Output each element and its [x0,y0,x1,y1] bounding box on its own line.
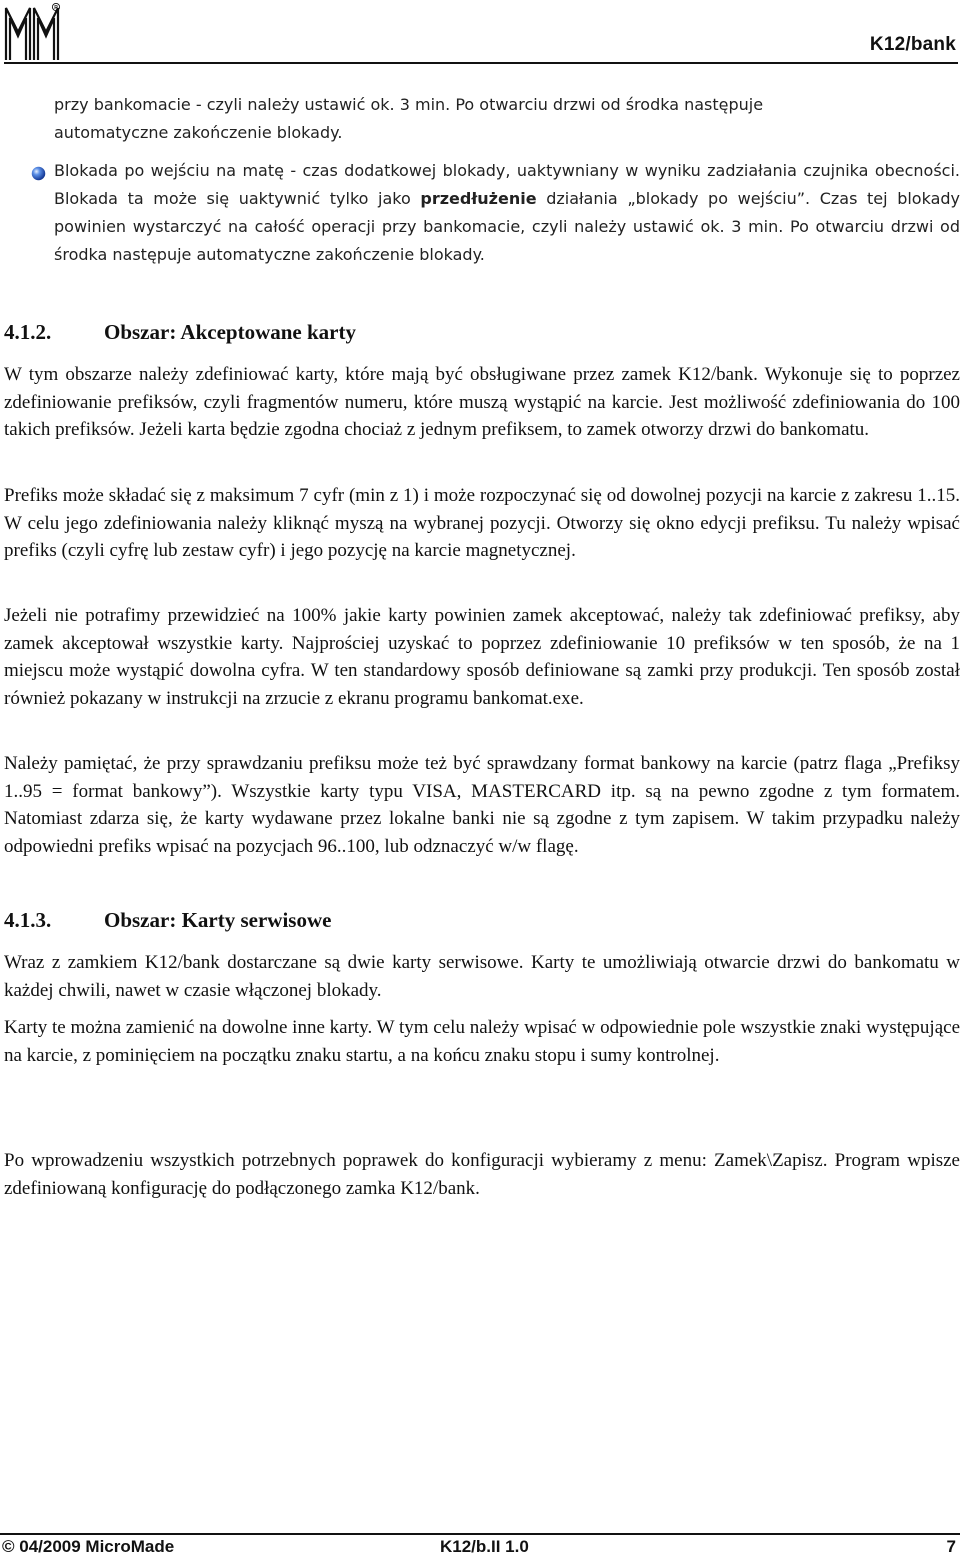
section-heading-4-1-2 [4,320,356,345]
paragraph-service-cards-intro: Wraz z zamkiem K12/bank dostarczane są dwie karty serwisowe. Karty te umożliwiają otwarcie drzwi do bankomatu w każdej chwili, nawet w czasie włączonej blokady. [4,952,960,1001]
section-title: Obszar: Karty serwisowe [104,908,332,932]
continuation-line-2: automatyczne zakończenie blokady. [54,123,343,142]
paragraph-prefix-definition: Prefiks może składać się z maksimum 7 cyfr (min z 1) i może rozpoczynać się od dowolnej pozycji na karcie z zakresu 1..15. W celu jego zdefiniowania należy kliknąć myszą na wybranej pozycji. Otworzy się okno edycji prefiksu. Tu należy wpisać prefiks (czyli cyfrę lub zestaw cyfr) i jego pozycję na karcie magnetycznej. [4,485,960,561]
paragraph-service-cards-replace: Karty te można zamienić na dowolne inne karty. W tym celu należy wpisać w odpowiednie pole wszystkie znaki występujące na karcie, z pominięciem na początku znaku startu, a na końcu znaku stopu i sumy kontrolnej. [4,1017,960,1066]
bullet-bold-term: przedłużenie [420,189,537,208]
paragraph-save-configuration: Po wprowadzeniu wszystkich potrzebnych poprawek do konfiguracji wybieramy z menu: Zamek\Zapisz. Program wpisze zdefiniowaną konfigurację do podłączonego zamka K12/bank. [4,1150,960,1199]
bullet-continuation [54,91,960,147]
paragraph-bank-format: Należy pamiętać, że przy sprawdzaniu prefiksu może też być sprawdzany format bankowy na karcie (patrz flaga „Prefiksy 1..95 = format bankowy”). Wszystkie karty typu VISA, MASTERCARD itp. są na pewno zgodne z tym formatem. Natomiast zdarza się, że karty wydawane przez lokalne banki nie są zgodne z tym zapisem. W takim przypadku należy odpowiedni prefiks wpisać na pozycjach 96..100, lub odznaczyć w/w flagę. [4,753,960,857]
bullet-item-mat-blockade [54,157,960,269]
micromade-logo-icon [4,2,62,62]
paragraph-accepted-cards-intro: W tym obszarze należy zdefiniować karty, które mają być obsługiwane przez zamek K12/bank. Wykonuje się to poprzez zdefiniowanie prefiksów, czyli fragmentów numeru, które muszą wystąpić na karcie. Jest możliwość zdefiniowania do 100 takich prefiksów. Jeżeli karta będzie zgodna chociaż z jednym prefiksem, to zamek otworzy drzwi do bankomatu. [4,364,960,440]
bullet-text-part-1: Blokada po wejściu na matę - czas dodatkowej blokady, uaktywniany w wyniku zadziałania czujnika obecności. Blokada ta może się uaktywnić tylko jako [54,161,960,208]
section-number: 4.1.3. [4,908,52,932]
bullet-text-part-2: działania „blokady po wejściu”. Czas tej blokady powinien wystarczyć na całość operacji przy bankomacie, czyli należy ustawić ok. 3 min. Po otwarciu drzwi od środka następuje automatyczne zakończenie blokady. [54,189,960,264]
section-title: Obszar: Akceptowane karty [104,320,356,344]
continuation-line-1: przy bankomacie - czyli należy ustawić ok. 3 min. Po otwarciu drzwi od środka następuje [54,95,764,114]
footer-page-number: 7 [946,1537,956,1556]
section-heading-4-1-3 [4,908,331,933]
footer-copyright: © 04/2009 MicroMade [2,1537,175,1556]
footer-doc-version: K12/b.II 1.0 [440,1537,529,1556]
section-number: 4.1.2. [4,320,52,344]
paragraph-prefix-all-cards: Jeżeli nie potrafimy przewidzieć na 100% jakie karty powinien zamek akceptować, należy tak zdefiniować prefiksy, aby zamek akceptował wszystkie karty. Najprościej uzyskać to poprzez zdefiniowanie 10 prefiksów w ten sposób, że na 1 miejscu może wystąpić dowolna cyfra. W ten standardowy sposób definiowane są zamki przy produkcji. Ten sposób został również pokazany w instrukcji na zrzucie z ekranu programu bankomat.exe. [4,605,960,709]
blue-sphere-bullet-icon [31,166,46,181]
header-divider [4,62,958,64]
svg-text:R: R [54,5,58,11]
header-title: K12/bank [869,34,956,55]
footer-divider [0,1533,960,1535]
